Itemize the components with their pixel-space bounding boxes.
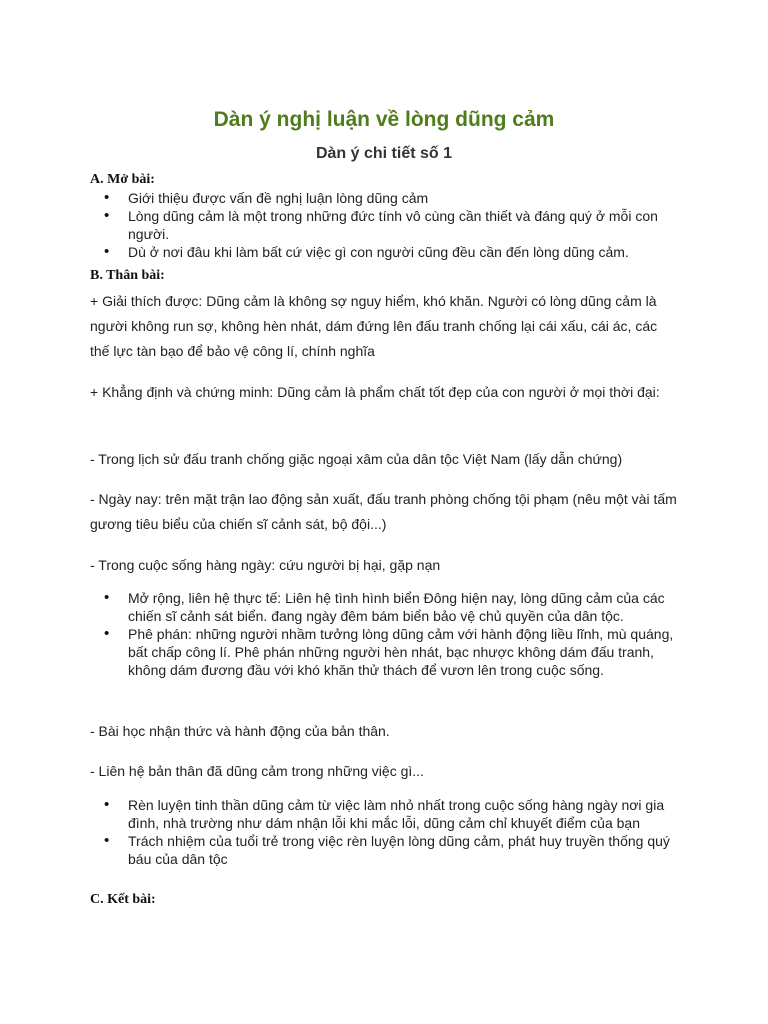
paragraph-lich-su: - Trong lịch sử đấu tranh chống giặc ngoại xâm của dân tộc Việt Nam (lấy dẫn chứng) (90, 451, 623, 467)
list-item: • Lòng dũng cảm là một trong những đức tính vô cùng cần thiết và đáng quý ở mỗi con người. (90, 207, 680, 243)
paragraph-giai-thich: + Giải thích được: Dũng cảm là không sợ nguy hiểm, khó khăn. Người có lòng dũng cảm là người không run sợ, không hèn nhát, dám đứng lên đấu tranh chống lại cái xấu, cái ác, các thế lực tàn bạo để bảo vệ công lí, chính nghĩa (90, 293, 658, 359)
section-heading-mo-bai: A. Mở bài: (90, 172, 155, 187)
section-heading-than-bai: B. Thân bài: (90, 268, 165, 283)
than-bai-list-2 (90, 796, 680, 868)
paragraph-cuoc-song: - Trong cuộc sống hàng ngày: cứu người bị hại, gặp nạn (90, 557, 441, 573)
than-bai-list-1 (90, 589, 680, 679)
list-item: • Mở rộng, liên hệ thực tế: Liên hệ tình hình biển Đông hiện nay, lòng dũng cảm của các chiến sĩ cảnh sát biển. đang ngày đêm bám biển bảo vệ chủ quyền của dân tộc. (90, 589, 680, 625)
list-item: • Dù ở nơi đâu khi làm bất cứ việc gì con người cũng đều cần đến lòng dũng cảm. (90, 243, 680, 261)
paragraph-lien-he: - Liên hệ bản thân đã dũng cảm trong những việc gì... (90, 763, 424, 779)
list-item: • Trách nhiệm của tuổi trẻ trong việc rèn luyện lòng dũng cảm, phát huy truyền thống quý báu của dân tộc (90, 832, 680, 868)
paragraph-khang-dinh: + Khẳng định và chứng minh: Dũng cảm là phẩm chất tốt đẹp của con người ở mọi thời đại: (90, 384, 660, 400)
mo-bai-list (90, 189, 680, 261)
list-item: • Phê phán: những người nhầm tưởng lòng dũng cảm với hành động liều lĩnh, mù quáng, bất chấp công lí. Phê phán những người hèn nhát, bạc nhược không dám đấu tranh, không dám đương đầu với khó khăn thử thách để vươn lên trong cuộc sống. (90, 625, 680, 679)
page-subtitle: Dàn ý chi tiết số 1 (315, 145, 453, 162)
page-title: Dàn ý nghị luận về lòng dũng cảm (213, 108, 555, 131)
paragraph-ngay-nay: - Ngày nay: trên mặt trận lao động sản xuất, đấu tranh phòng chống tội phạm (nêu một vài tấm gương tiêu biểu của chiến sĩ cảnh sát, bộ đội...) (90, 491, 677, 532)
paragraph-bai-hoc: - Bài học nhận thức và hành động của bản thân. (90, 723, 390, 739)
list-item: • Giới thiệu được vấn đề nghị luận lòng dũng cảm (90, 189, 680, 207)
section-heading-ket-bai: C. Kết bài: (90, 892, 156, 907)
list-item: • Rèn luyện tinh thần dũng cảm từ việc làm nhỏ nhất trong cuộc sống hàng ngày nơi gia đình, nhà trường như dám nhận lỗi khi mắc lỗi, dũng cảm chỉ khuyết điểm của bạn (90, 796, 680, 832)
